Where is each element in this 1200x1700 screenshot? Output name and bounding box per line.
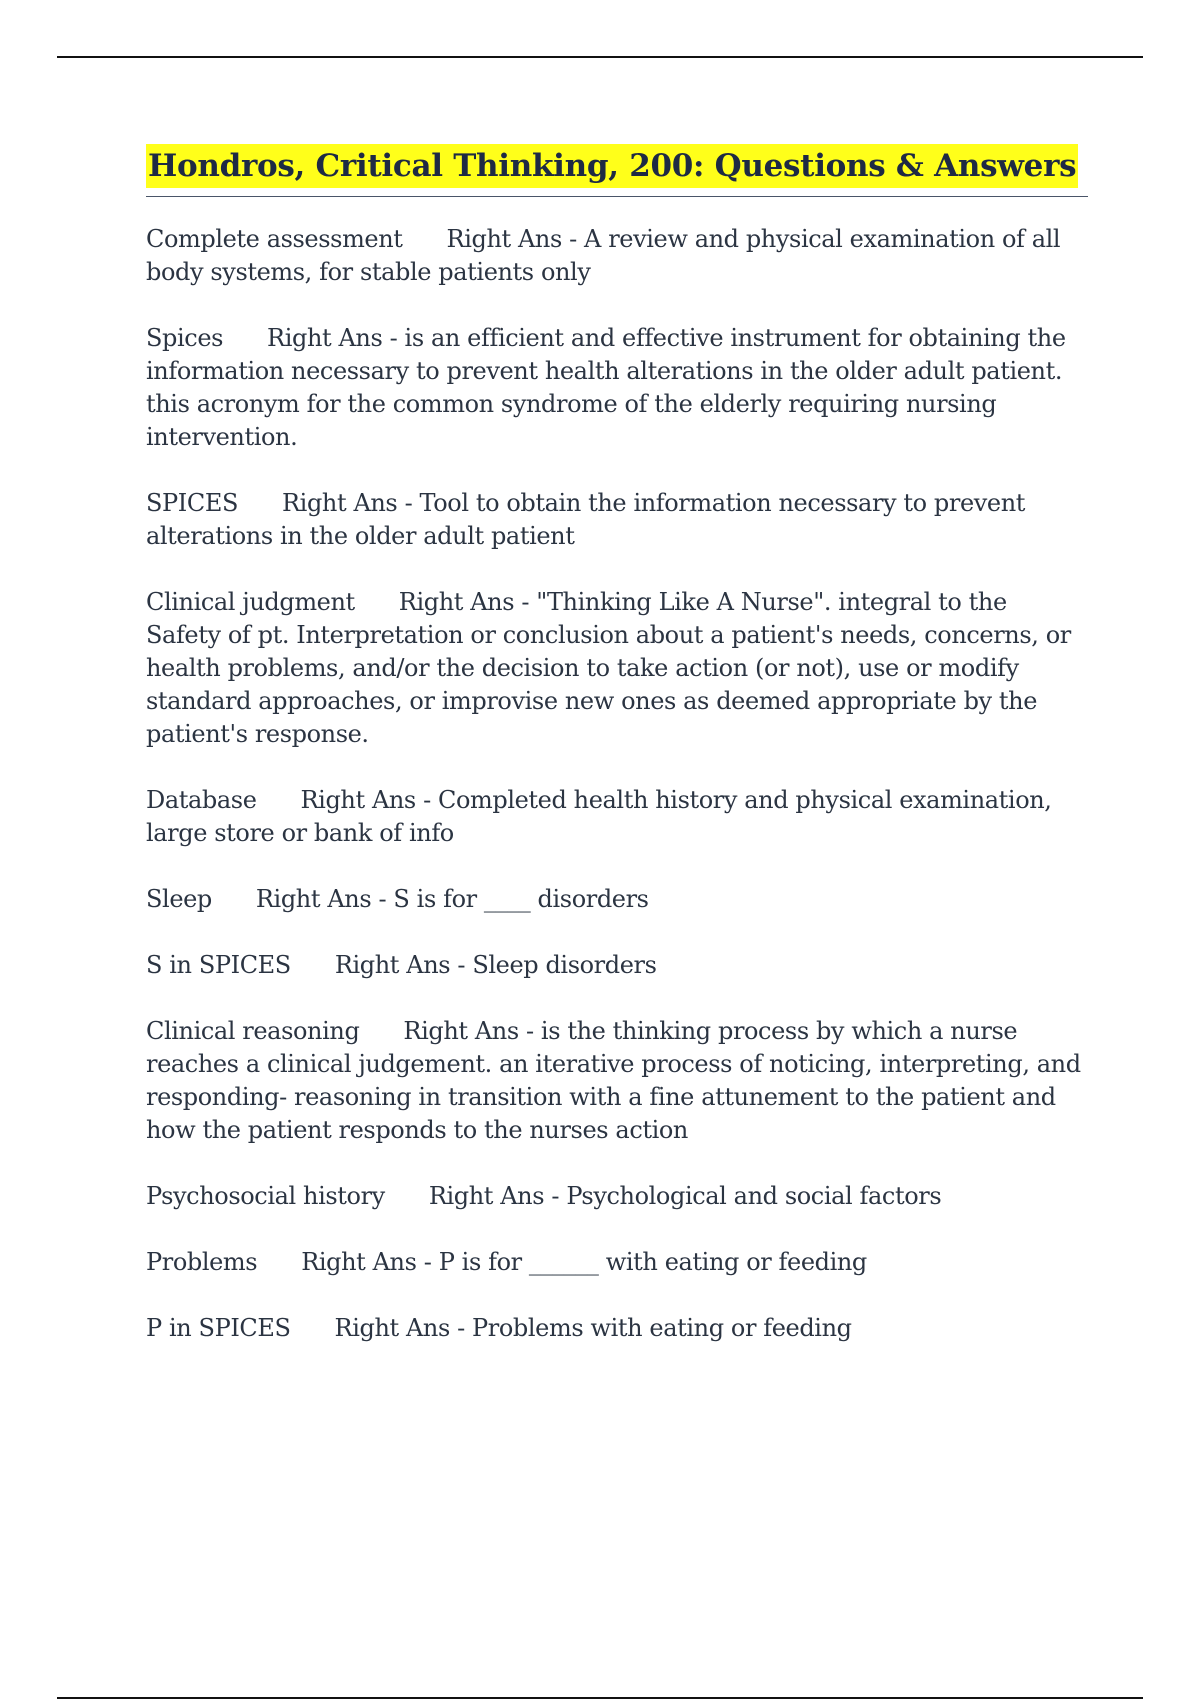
qa-answer: Right Ans - Sleep disorders xyxy=(334,951,657,979)
qa-answer: Right Ans - P is for ______ with eating or feeding xyxy=(301,1248,867,1276)
qa-term: Spices xyxy=(146,324,224,352)
qa-item xyxy=(146,322,1088,454)
qa-item xyxy=(146,1246,1088,1279)
document-body xyxy=(146,144,1088,1378)
qa-item xyxy=(146,949,1088,982)
page-top-rule xyxy=(57,56,1143,58)
qa-answer: Right Ans - Psychological and social factors xyxy=(428,1182,942,1210)
qa-term: Database xyxy=(146,786,257,814)
qa-answer: Right Ans - Tool to obtain the information necessary to prevent alterations in the older adult patient xyxy=(146,489,1026,550)
qa-item xyxy=(146,1180,1088,1213)
qa-item xyxy=(146,223,1088,289)
qa-answer: Right Ans - A review and physical examination of all body systems, for stable patients only xyxy=(146,225,1061,286)
qa-item xyxy=(146,784,1088,850)
qa-term: Clinical reasoning xyxy=(146,1017,360,1045)
qa-item xyxy=(146,1015,1088,1147)
qa-term: P in SPICES xyxy=(146,1314,291,1342)
qa-item xyxy=(146,586,1088,751)
qa-term: Psychosocial history xyxy=(146,1182,385,1210)
qa-item xyxy=(146,883,1088,916)
qa-answer: Right Ans - Problems with eating or feeding xyxy=(334,1314,852,1342)
qa-term: SPICES xyxy=(146,489,238,517)
document-title: Hondros, Critical Thinking, 200: Questions & Answers xyxy=(146,144,1078,188)
qa-term: Complete assessment xyxy=(146,225,403,253)
qa-term: Clinical judgment xyxy=(146,588,355,616)
qa-answer: Right Ans - "Thinking Like A Nurse". integral to the Safety of pt. Interpretation or conclusion about a patient's needs, concerns, or health problems, and/or the decision to take action (or not), use or modify standard approaches, or improvise new ones as deemed appropriate by the patient's response. xyxy=(146,588,1071,748)
qa-item xyxy=(146,1312,1088,1345)
qa-answer: Right Ans - is the thinking process by which a nurse reaches a clinical judgement. an iterative process of noticing, interpreting, and responding- reasoning in transition with a fine attunement to the patient and how the patient responds to the nurses action xyxy=(146,1017,1081,1144)
qa-term: Sleep xyxy=(146,885,212,913)
qa-answer: Right Ans - S is for ____ disorders xyxy=(255,885,649,913)
qa-term: S in SPICES xyxy=(146,951,291,979)
title-block xyxy=(146,144,1088,197)
qa-answer: Right Ans - Completed health history and physical examination, large store or bank of info xyxy=(146,786,1052,847)
qa-term: Problems xyxy=(146,1248,258,1276)
qa-answer: Right Ans - is an efficient and effective instrument for obtaining the information necessary to prevent health alterations in the older adult patient. this acronym for the common syndrome of the elderly requiring nursing intervention. xyxy=(146,324,1066,451)
page-bottom-rule xyxy=(57,1697,1143,1699)
qa-item xyxy=(146,487,1088,553)
